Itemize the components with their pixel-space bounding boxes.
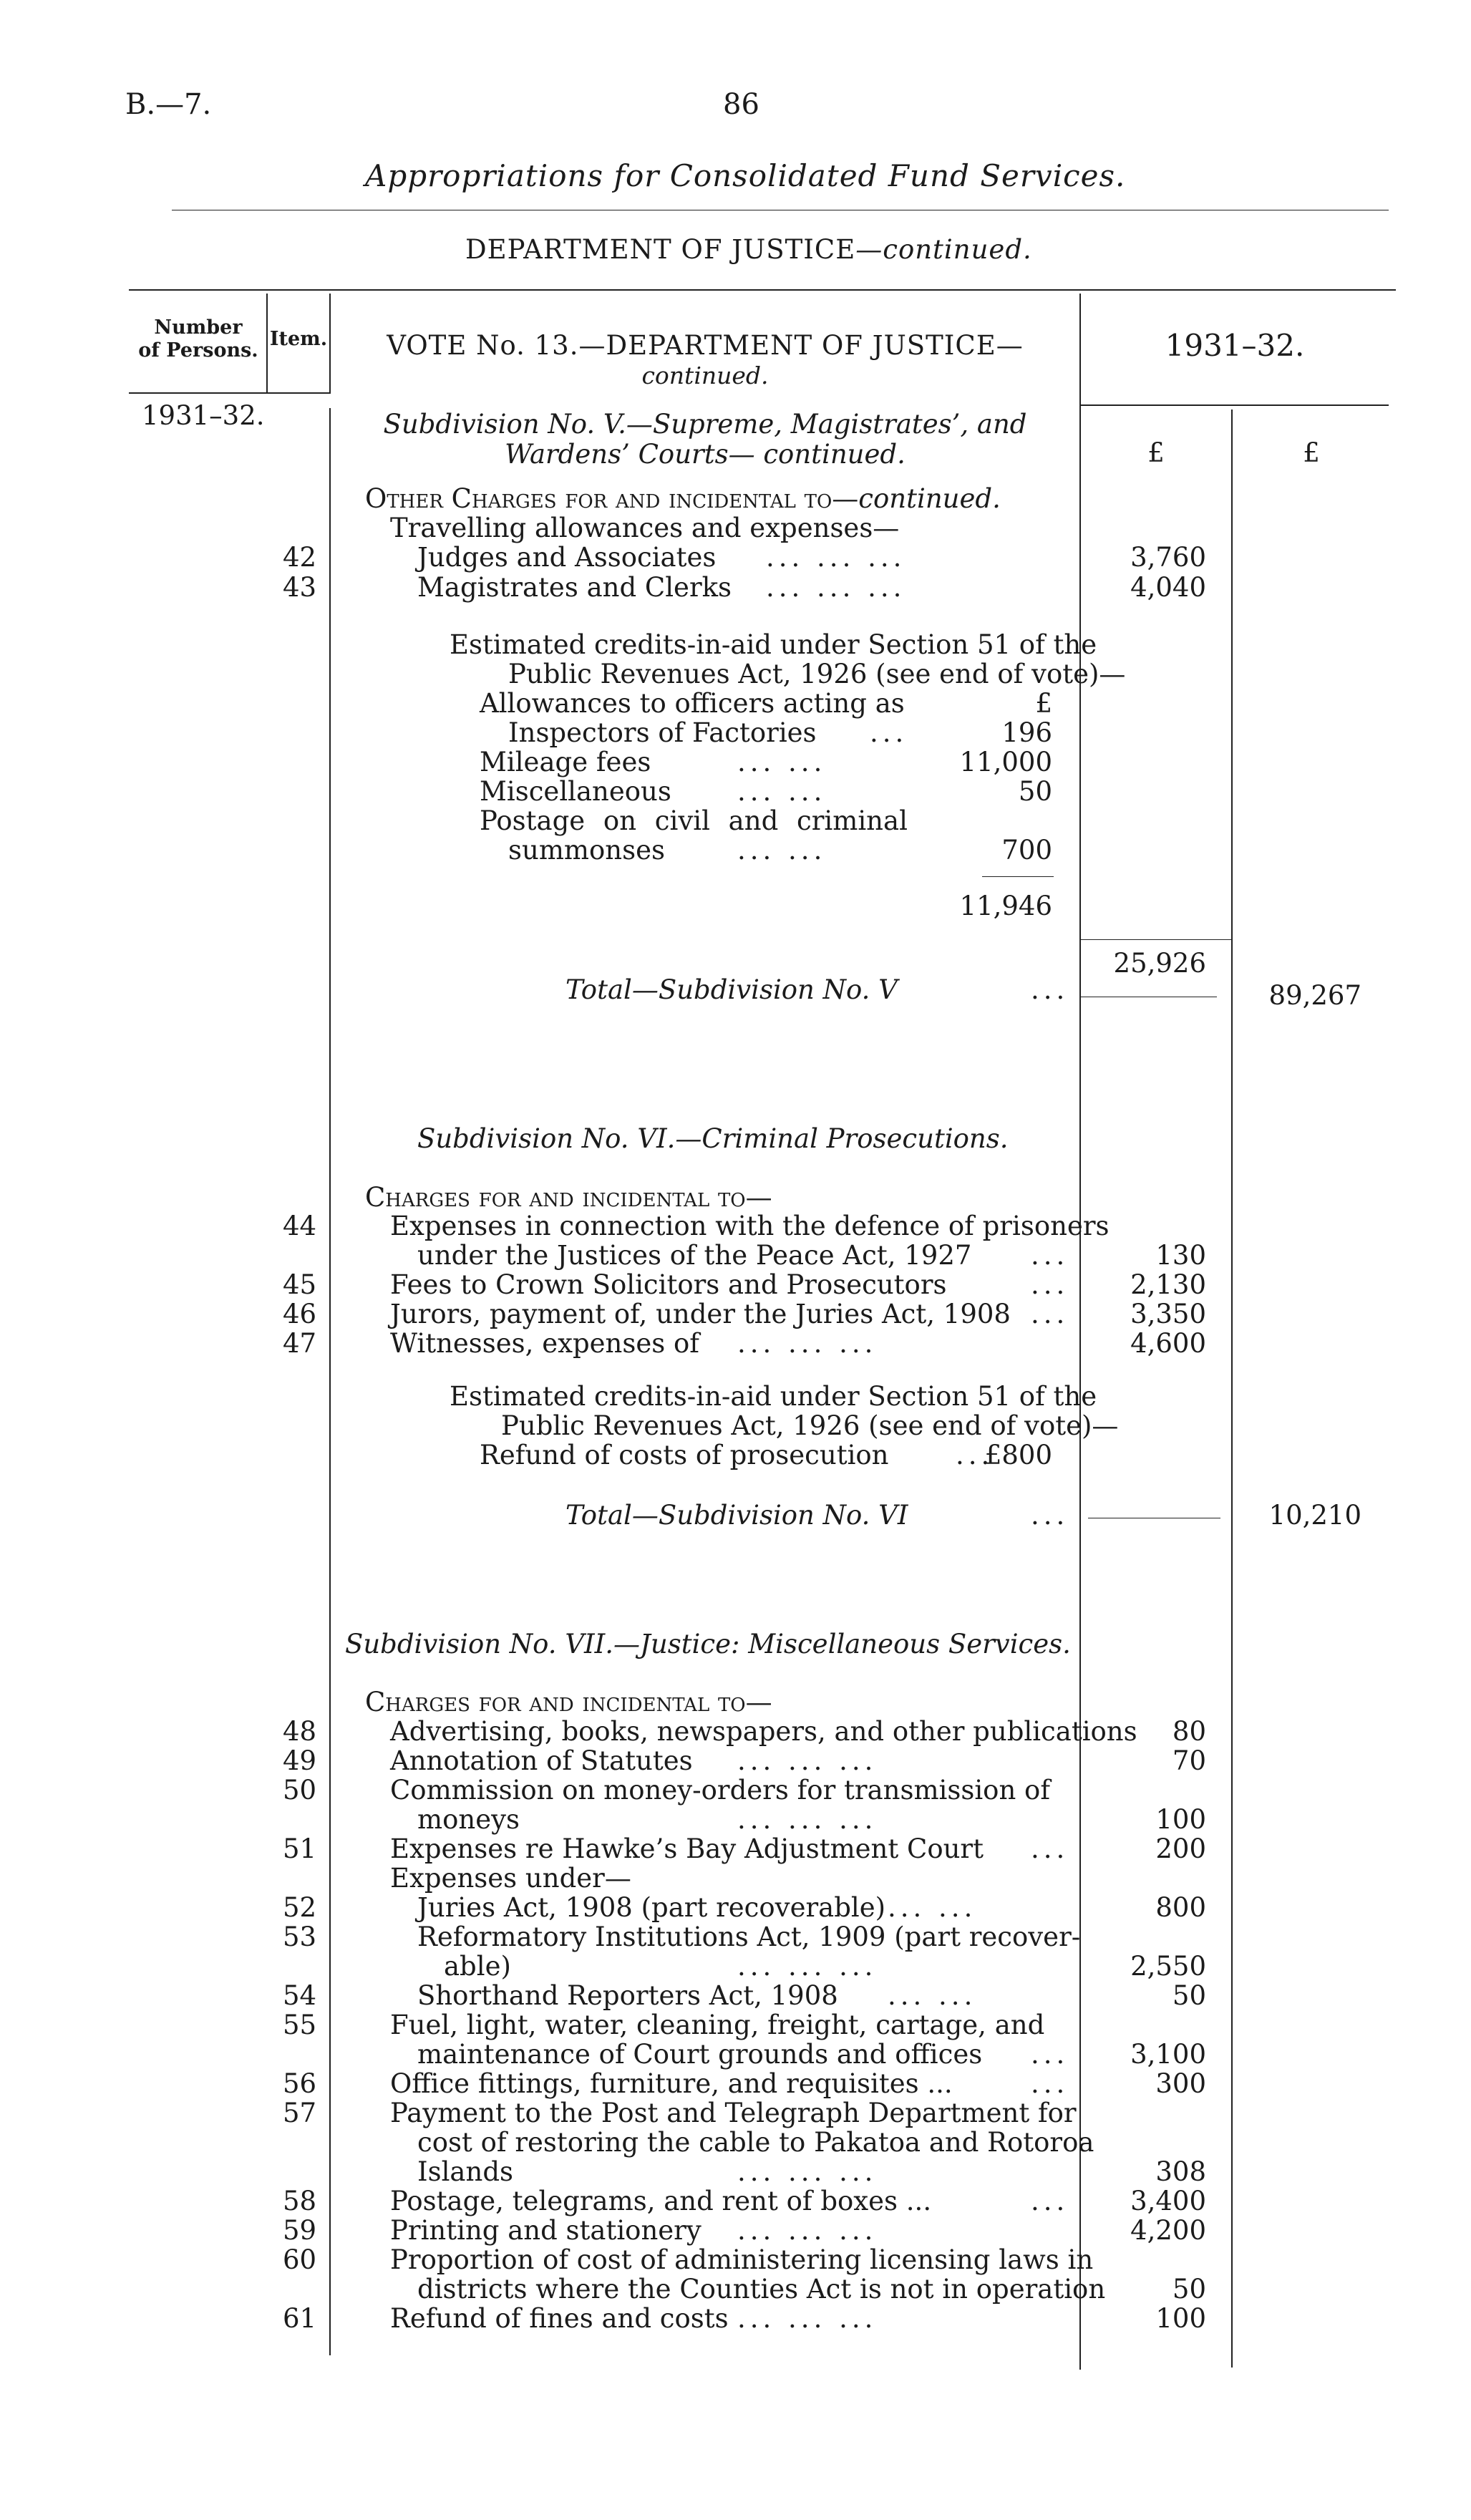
item-number: 47 xyxy=(283,1328,317,1359)
credit-amount: 11,000 xyxy=(959,747,1052,777)
credit-currency: £ xyxy=(1035,688,1052,719)
credit-amount: 700 xyxy=(1001,835,1052,866)
header-number-line2: of Persons. xyxy=(138,339,258,362)
line-item-amount: 308 xyxy=(1155,2156,1206,2187)
line-item-desc: Magistrates and Clerks xyxy=(417,572,732,603)
line-item-desc: Postage, telegrams, and rent of boxes ... xyxy=(390,2186,932,2216)
line-item-desc: Witnesses, expenses of xyxy=(390,1328,699,1359)
sub5-total-label: Total—Subdivision No. V xyxy=(565,974,898,1005)
sub6-total-label: Total—Subdivision No. VI xyxy=(565,1500,908,1531)
line-item-amount: 80 xyxy=(1172,1716,1206,1747)
item-number: 44 xyxy=(283,1211,317,1241)
sub5-charges-text: Other Charges for and incidental to— xyxy=(365,483,859,514)
sub5-title xyxy=(331,410,1079,470)
line-item-amount: 4,600 xyxy=(1130,1328,1206,1359)
credits-subtotal-rule xyxy=(982,876,1054,877)
leader-dots: ... xyxy=(1031,2068,1069,2099)
item-number: 58 xyxy=(283,2186,317,2216)
line-item-desc: Office fittings, furniture, and requisites ... xyxy=(390,2068,953,2099)
vote-title xyxy=(331,331,1079,391)
line-item-amount: 300 xyxy=(1155,2068,1206,2099)
line-item-desc: Judges and Associates xyxy=(417,542,717,573)
line-item-amount: 50 xyxy=(1172,1980,1206,2011)
line-item-desc: Reformatory Institutions Act, 1909 (part recover- xyxy=(417,1922,1081,1952)
line-item-amount: 3,350 xyxy=(1130,1299,1206,1329)
item-number: 61 xyxy=(283,2303,317,2334)
year-header: 1931–32. xyxy=(1165,328,1305,363)
credit-desc: Postage on civil and criminal xyxy=(480,805,908,836)
leader-dots: ... xyxy=(1031,1299,1069,1329)
leader-dots: ... ... xyxy=(737,835,827,866)
item-number: 52 xyxy=(283,1892,317,1923)
header-number-line1: Number xyxy=(154,316,243,339)
leader-dots: ... ... xyxy=(737,776,827,807)
line-item-amount: 3,100 xyxy=(1130,2039,1206,2070)
pound-sign-amount: £ xyxy=(1147,437,1165,468)
leader-dots: ... ... ... xyxy=(737,1328,878,1359)
credit-desc: Miscellaneous xyxy=(480,776,671,807)
credit-desc-cont: Inspectors of Factories xyxy=(508,717,817,748)
sub6-credits-line2: Public Revenues Act, 1926 (see end of vote)— xyxy=(501,1410,1119,1441)
leader-dots: ... xyxy=(1031,1269,1069,1300)
item-number: 46 xyxy=(283,1299,317,1329)
sub7-charges-heading: Charges for and incidental to— xyxy=(365,1687,772,1717)
item-number: 42 xyxy=(283,542,317,573)
line-item-desc: Expenses re Hawke’s Bay Adjustment Court xyxy=(390,1833,984,1864)
leader-dots: ... ... ... xyxy=(766,572,906,603)
sub5-title-line1: Subdivision No. V.—Supreme, Magistrates’, and xyxy=(383,409,1027,440)
line-item-desc-cont: Islands xyxy=(417,2156,513,2187)
line-item-desc-cont: maintenance of Court grounds and offices xyxy=(417,2039,983,2070)
department-suffix: —continued. xyxy=(855,234,1032,265)
line-item-desc: Shorthand Reporters Act, 1908 xyxy=(417,1980,838,2011)
pound-sign-total: £ xyxy=(1303,437,1320,468)
table-header-rule xyxy=(129,392,331,394)
sub6-title: Subdivision No. VI.—Criminal Prosecutions. xyxy=(417,1123,1009,1154)
leader-dots: ... ... ... xyxy=(737,2303,878,2334)
item-number: 50 xyxy=(283,1775,317,1806)
line-item-desc: Annotation of Statutes xyxy=(390,1745,693,1776)
line-item-desc: Juries Act, 1908 (part recoverable) xyxy=(417,1892,886,1923)
item-number: 60 xyxy=(283,2244,317,2275)
item-number: 43 xyxy=(283,572,317,603)
leader-dots: ... xyxy=(1031,2186,1069,2216)
item-number: 55 xyxy=(283,2010,317,2040)
credit-amount: 196 xyxy=(1001,717,1052,748)
sub6-credits-line1: Estimated credits-in-aid under Section 51 of the xyxy=(450,1381,1097,1412)
persons-year: 1931–32. xyxy=(142,400,265,431)
line-item-desc: Proportion of cost of administering licensing laws in xyxy=(390,2244,1094,2275)
line-item-desc: Advertising, books, newspapers, and other publications xyxy=(390,1716,1137,1747)
line-item-amount: 100 xyxy=(1155,2303,1206,2334)
line-item-amount: 130 xyxy=(1155,1240,1206,1271)
credit-desc: Allowances to officers acting as xyxy=(480,688,905,719)
sub5-title-line2: Wardens’ Courts— continued. xyxy=(505,439,906,470)
page-title: Appropriations for Consolidated Fund Services. xyxy=(365,158,1126,193)
item-number: 57 xyxy=(283,2098,317,2128)
line-item-desc-cont: districts where the Counties Act is not in operation xyxy=(417,2274,1106,2305)
leader-dots: ... xyxy=(870,717,908,748)
sub5-charges-heading xyxy=(365,484,1001,514)
sub5-total-right: 89,267 xyxy=(1268,980,1361,1011)
sub5-travel-heading: Travelling allowances and expenses— xyxy=(390,513,900,543)
line-item-amount: 4,200 xyxy=(1130,2215,1206,2246)
leader-dots: ... xyxy=(1031,974,1069,1005)
sub5-credits-line2: Public Revenues Act, 1926 (see end of vote)— xyxy=(508,659,1126,689)
department-heading xyxy=(465,235,1032,265)
line-item-amount: 70 xyxy=(1172,1745,1206,1776)
page-number: 86 xyxy=(723,88,759,121)
year-header-rule xyxy=(1081,404,1389,406)
header-number-of-persons xyxy=(130,316,266,362)
credits-total: 11,946 xyxy=(959,891,1052,921)
item-number: 59 xyxy=(283,2215,317,2246)
sub6-charges-heading: Charges for and incidental to— xyxy=(365,1182,772,1213)
department-name: DEPARTMENT OF JUSTICE xyxy=(465,234,856,265)
line-item-desc: Jurors, payment of, under the Juries Act, 1908 xyxy=(390,1299,1011,1329)
item-number: 49 xyxy=(283,1745,317,1776)
line-item-desc: Fees to Crown Solicitors and Prosecutors xyxy=(390,1269,947,1300)
item-number: 54 xyxy=(283,1980,317,2011)
leader-dots: ... ... ... xyxy=(737,1745,878,1776)
item-number: 53 xyxy=(283,1922,317,1952)
sub6-credits-line3: Refund of costs of prosecution xyxy=(480,1440,889,1470)
leader-dots: ... ... ... xyxy=(737,2156,878,2187)
line-item-amount: 200 xyxy=(1155,1833,1206,1864)
item-number: 56 xyxy=(283,2068,317,2099)
line-item-amount: 2,550 xyxy=(1130,1951,1206,1982)
sub7-expenses-under: Expenses under— xyxy=(390,1863,631,1894)
leader-dots: ... ... xyxy=(888,1892,977,1923)
leader-dots: ... xyxy=(1031,1500,1069,1531)
item-number: 45 xyxy=(283,1269,317,1300)
leader-dots: ... ... ... xyxy=(737,1804,878,1835)
sub5-credits-line1: Estimated credits-in-aid under Section 51 of the xyxy=(450,629,1097,660)
leader-dots: ... xyxy=(956,1440,994,1470)
line-item-desc: Refund of fines and costs xyxy=(390,2303,729,2334)
line-item-amount: 3,760 xyxy=(1130,542,1206,573)
line-item-amount: 2,130 xyxy=(1130,1269,1206,1300)
sub5-amount-rule xyxy=(1081,939,1231,940)
item-number: 51 xyxy=(283,1833,317,1864)
leader-dots: ... ... ... xyxy=(766,542,906,573)
col-divider-total xyxy=(1231,410,1233,2368)
line-item-desc-cont: cost of restoring the cable to Pakatoa and Rotoroa xyxy=(417,2127,1094,2158)
line-item-desc: Fuel, light, water, cleaning, freight, cartage, and xyxy=(390,2010,1045,2040)
leader-dots: ... ... xyxy=(737,747,827,777)
sub6-total-right: 10,210 xyxy=(1268,1500,1361,1531)
sub5-charges-suffix: continued. xyxy=(858,483,1001,514)
credit-amount: £800 xyxy=(984,1440,1052,1470)
sub5-total-amount: 25,926 xyxy=(1113,948,1206,979)
vote-title-line2: continued. xyxy=(641,362,769,389)
line-item-desc: Expenses in connection with the defence of prisoners xyxy=(390,1211,1110,1241)
leader-dots: ... xyxy=(1031,1833,1069,1864)
line-item-amount: 50 xyxy=(1172,2274,1206,2305)
line-item-amount: 100 xyxy=(1155,1804,1206,1835)
leader-dots: ... ... ... xyxy=(737,1951,878,1982)
leader-dots: ... xyxy=(1031,1240,1069,1271)
line-item-desc-cont: able) xyxy=(444,1951,511,1982)
page-ref: B.—7. xyxy=(125,88,212,121)
sub7-title: Subdivision No. VII.—Justice: Miscellaneous Services. xyxy=(345,1629,1071,1659)
vote-title-line1: VOTE No. 13.—DEPARTMENT OF JUSTICE— xyxy=(387,330,1024,361)
col-divider-item-body xyxy=(329,408,331,2355)
line-item-desc-cont: moneys xyxy=(417,1804,520,1835)
item-number: 48 xyxy=(283,1716,317,1747)
table-top-rule xyxy=(129,289,1396,291)
credit-amount: 50 xyxy=(1018,776,1052,807)
line-item-amount: 4,040 xyxy=(1130,572,1206,603)
line-item-desc: Commission on money-orders for transmission of xyxy=(390,1775,1051,1806)
line-item-desc: Printing and stationery xyxy=(390,2215,701,2246)
credit-desc-cont: summonses xyxy=(508,835,665,866)
leader-dots: ... xyxy=(1031,2039,1069,2070)
line-item-amount: 800 xyxy=(1155,1892,1206,1923)
credit-desc: Mileage fees xyxy=(480,747,651,777)
leader-dots: ... ... ... xyxy=(737,2215,878,2246)
header-item: Item. xyxy=(269,328,328,350)
line-item-desc: Payment to the Post and Telegraph Department for xyxy=(390,2098,1077,2128)
line-item-amount: 3,400 xyxy=(1130,2186,1206,2216)
leader-dots: ... ... xyxy=(888,1980,977,2011)
line-item-desc-cont: under the Justices of the Peace Act, 1927 xyxy=(417,1240,972,1271)
